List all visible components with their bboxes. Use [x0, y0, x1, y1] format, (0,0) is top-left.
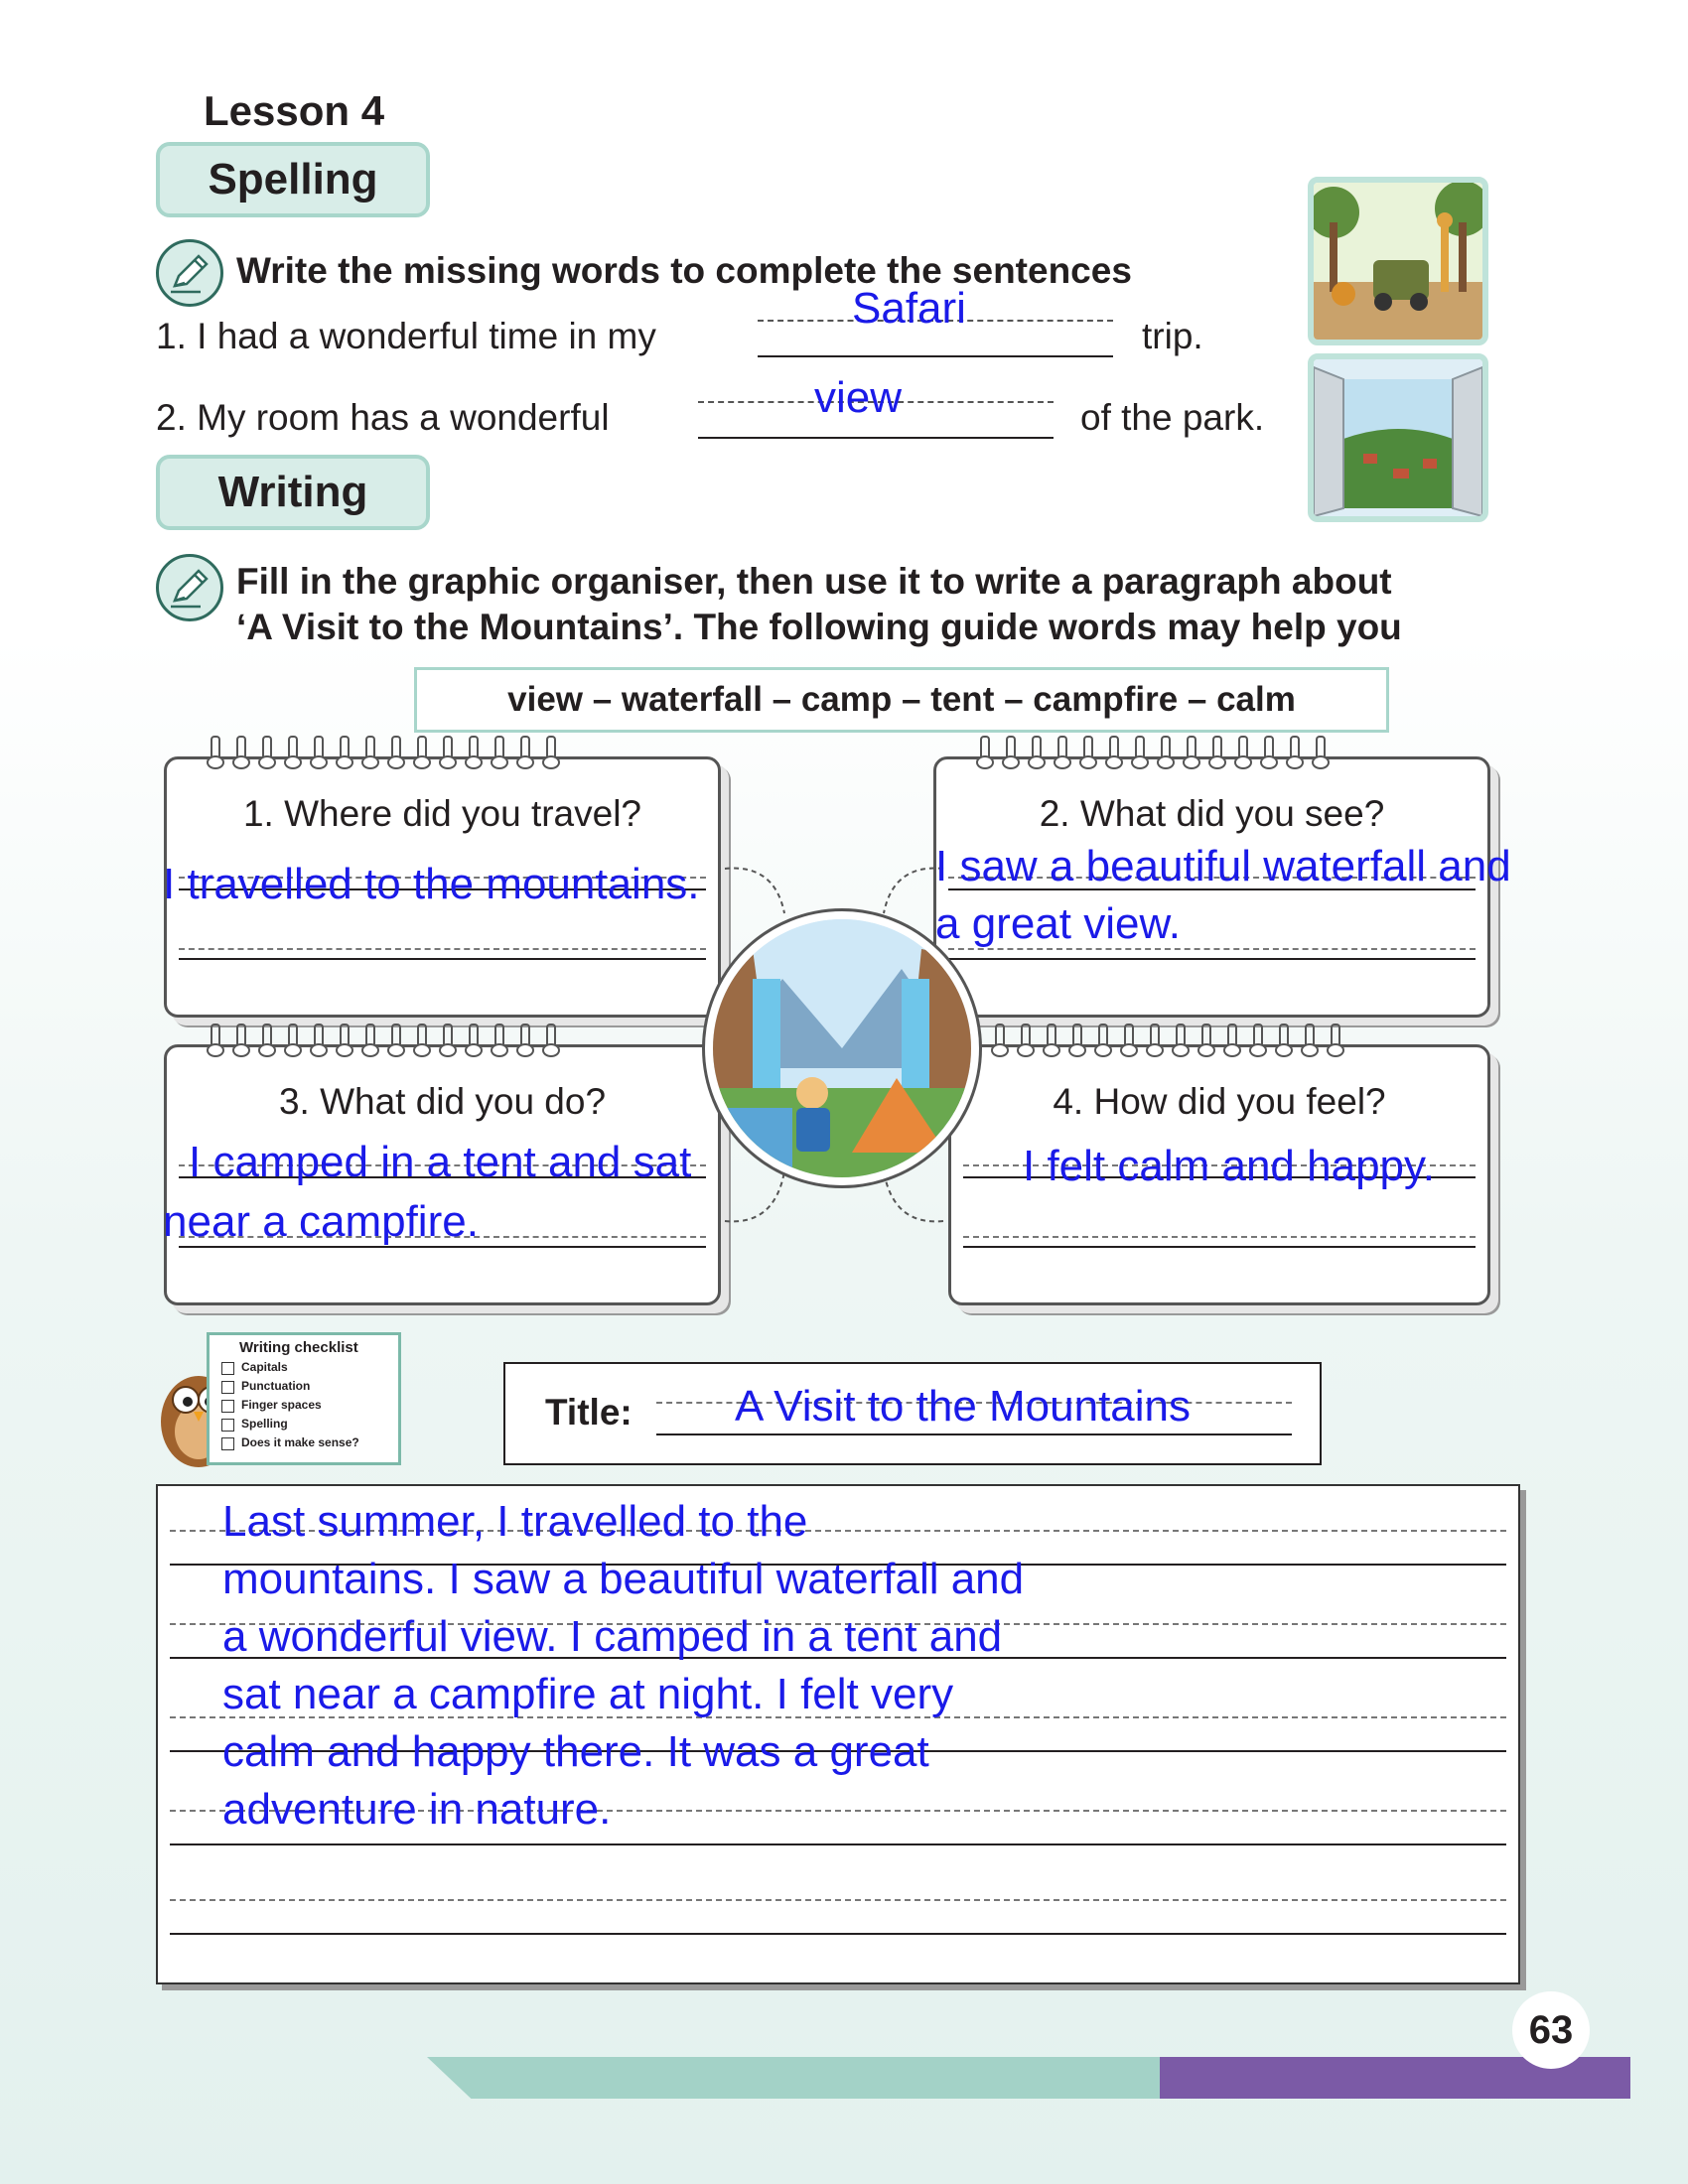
sentence-2-answer: view: [814, 373, 903, 422]
page-number: 63: [1512, 1991, 1590, 2069]
window-view-picture: [1308, 353, 1488, 522]
question-1: 1. Where did you travel?: [242, 793, 642, 834]
spelling-heading: Spelling: [156, 142, 430, 217]
footer-teal-bar: [427, 2057, 1162, 2099]
writing-instruction-line-2: ‘A Visit to the Mountains’. The following guide words may help you: [236, 607, 1402, 647]
question-4: 4. How did you feel?: [1053, 1081, 1386, 1122]
safari-picture: [1308, 177, 1488, 345]
writing-checklist: [207, 1332, 401, 1465]
paragraph-line: sat near a campfire at night. I felt very: [222, 1670, 954, 1718]
answer-4: I felt calm and happy.: [1023, 1142, 1435, 1190]
answer-1: I travelled to the mountains.: [163, 860, 700, 908]
spiral-rings: [207, 736, 556, 767]
sentence-2-end: of the park.: [1080, 397, 1265, 438]
spiral-rings: [207, 1024, 556, 1055]
checklist-item[interactable]: Does it make sense?: [210, 1433, 398, 1452]
checklist-item[interactable]: Spelling: [210, 1415, 398, 1433]
checklist-item[interactable]: Punctuation: [210, 1377, 398, 1396]
paragraph-line: a wonderful view. I camped in a tent and: [222, 1612, 1003, 1661]
spiral-rings: [991, 1024, 1340, 1055]
paragraph-line: adventure in nature.: [222, 1785, 612, 1834]
paragraph-line: calm and happy there. It was a great: [222, 1727, 929, 1776]
lesson-heading: Lesson 4: [204, 87, 385, 134]
pencil-icon: [156, 554, 223, 621]
pencil-icon: [156, 239, 223, 307]
title-line[interactable]: [656, 1433, 1292, 1435]
guide-words-box: view – waterfall – camp – tent – campfire – calm: [414, 667, 1389, 733]
title-label: Title:: [545, 1392, 633, 1433]
mountain-camping-picture: [705, 911, 979, 1185]
checklist-item[interactable]: Finger spaces: [210, 1396, 398, 1415]
answer-2-line-1: I saw a beautiful waterfall and: [935, 842, 1511, 890]
spelling-instruction: Write the missing words to complete the sentences: [236, 250, 1132, 291]
answer-2-line-2: a great view.: [935, 899, 1182, 948]
paragraph-line: Last summer, I travelled to the: [222, 1497, 808, 1546]
sentence-2-start: 2. My room has a wonderful: [156, 397, 610, 438]
checklist-item[interactable]: Capitals: [210, 1358, 398, 1377]
answer-3-line-2: near a campfire.: [163, 1197, 479, 1246]
paragraph-line: mountains. I saw a beautiful waterfall and: [222, 1555, 1025, 1603]
sentence-1-start: 1. I had a wonderful time in my: [156, 316, 656, 356]
question-2: 2. What did you see?: [1039, 793, 1385, 834]
sentence-1-end: trip.: [1142, 316, 1203, 356]
spiral-rings: [976, 736, 1326, 767]
checklist-title: Writing checklist: [239, 1339, 358, 1356]
writing-instruction-line-1: Fill in the graphic organiser, then use it to write a paragraph about: [236, 561, 1392, 602]
sentence-1-answer: Safari: [852, 284, 966, 333]
question-3: 3. What did you do?: [278, 1081, 607, 1122]
title-answer: A Visit to the Mountains: [735, 1382, 1192, 1431]
answer-3-line-1: I camped in a tent and sat: [189, 1138, 692, 1186]
writing-heading: Writing: [156, 455, 430, 530]
